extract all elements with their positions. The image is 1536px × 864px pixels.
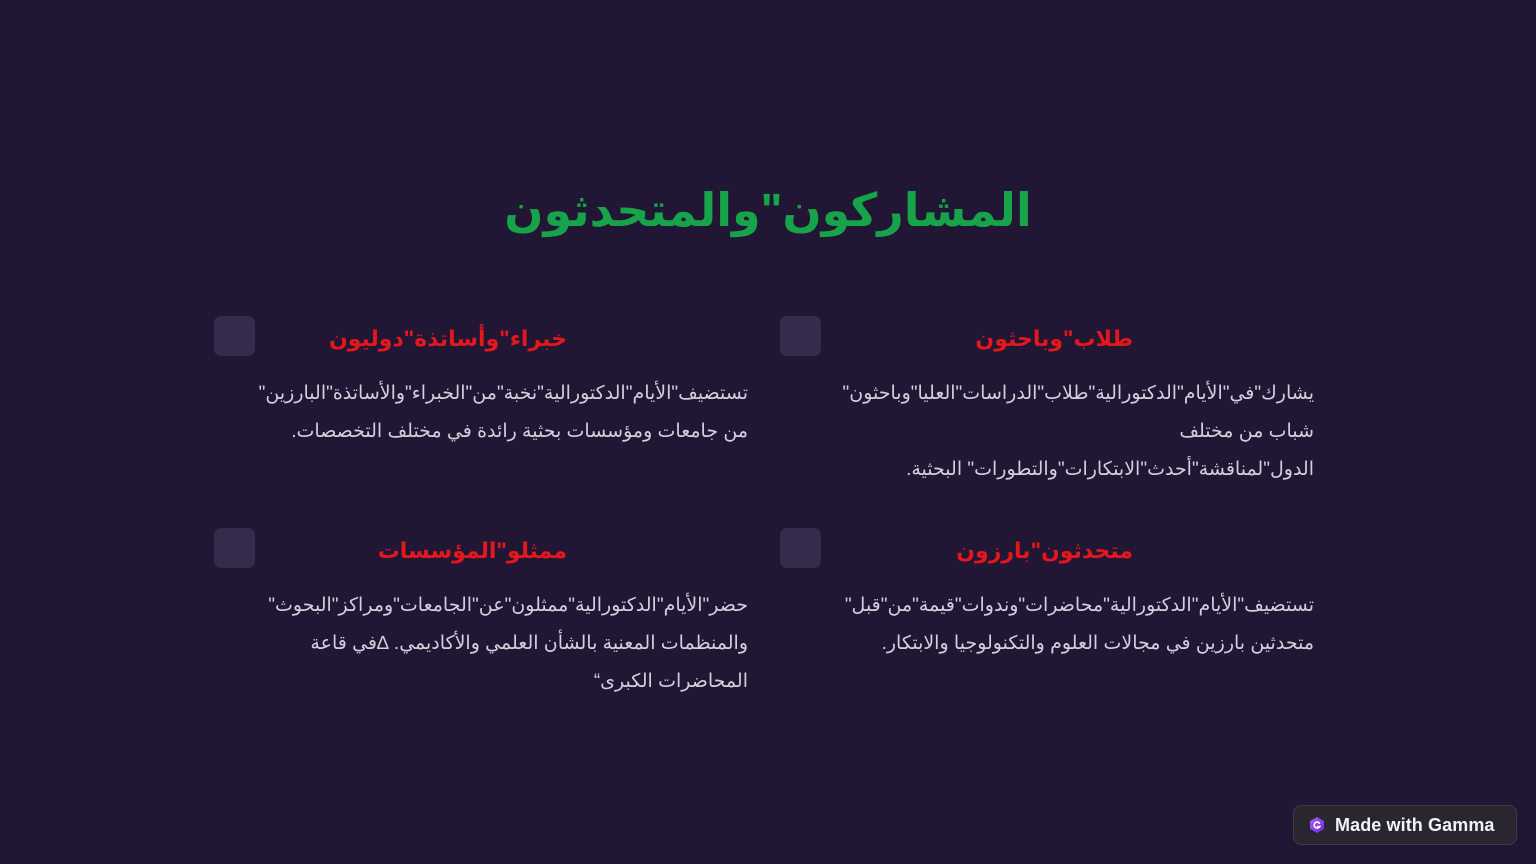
card-icon-box [780, 316, 821, 356]
card-text: حضر"الأيام"الدكتورالية"ممثلون"عن"الجامعات"ومراكز"البحوث" والمنظمات المعنية بالشأن العلمي والأكاديمي. ∆في قاعة المحاضرات الكبرى“ [268, 595, 748, 692]
gamma-logo-icon [1308, 816, 1326, 834]
card-title: خبراء"وأساتذة"دوليون [328, 326, 567, 351]
card-icon-box [214, 316, 255, 356]
made-with-gamma-badge[interactable] [1293, 805, 1517, 845]
card-title: متحدثون"بارزون [956, 538, 1133, 563]
badge-label: Made with Gamma [1335, 814, 1495, 835]
slide-title: المشاركون"والمتحدثون [504, 184, 1032, 236]
card-icon-box [214, 528, 255, 568]
card-title: طلاب"وباحثون [975, 326, 1133, 351]
card-text: تستضيف"الأيام"الدكتورالية"محاضرات"وندوات"قيمة"من"قبل" متحدثين بارزين في مجالات العلوم والتكنولوجيا والابتكار. [844, 595, 1314, 654]
card-icon-box [780, 528, 821, 568]
card-text: يشارك"في"الأيام"الدكتورالية"طلاب"الدراسات"العليا"وباحثون" شباب من مختلف الدول"لمناقشة"أحدث"الابتكارات"والتطورات" البحثية. [842, 383, 1314, 480]
card-title: ممثلو"المؤسسات [377, 538, 567, 563]
card-text: تستضيف"الأيام"الدكتورالية"نخبة"من"الخبراء"والأساتذة"البارزين" من جامعات ومؤسسات بحثية رائدة في مختلف التخصصات. [258, 383, 748, 442]
